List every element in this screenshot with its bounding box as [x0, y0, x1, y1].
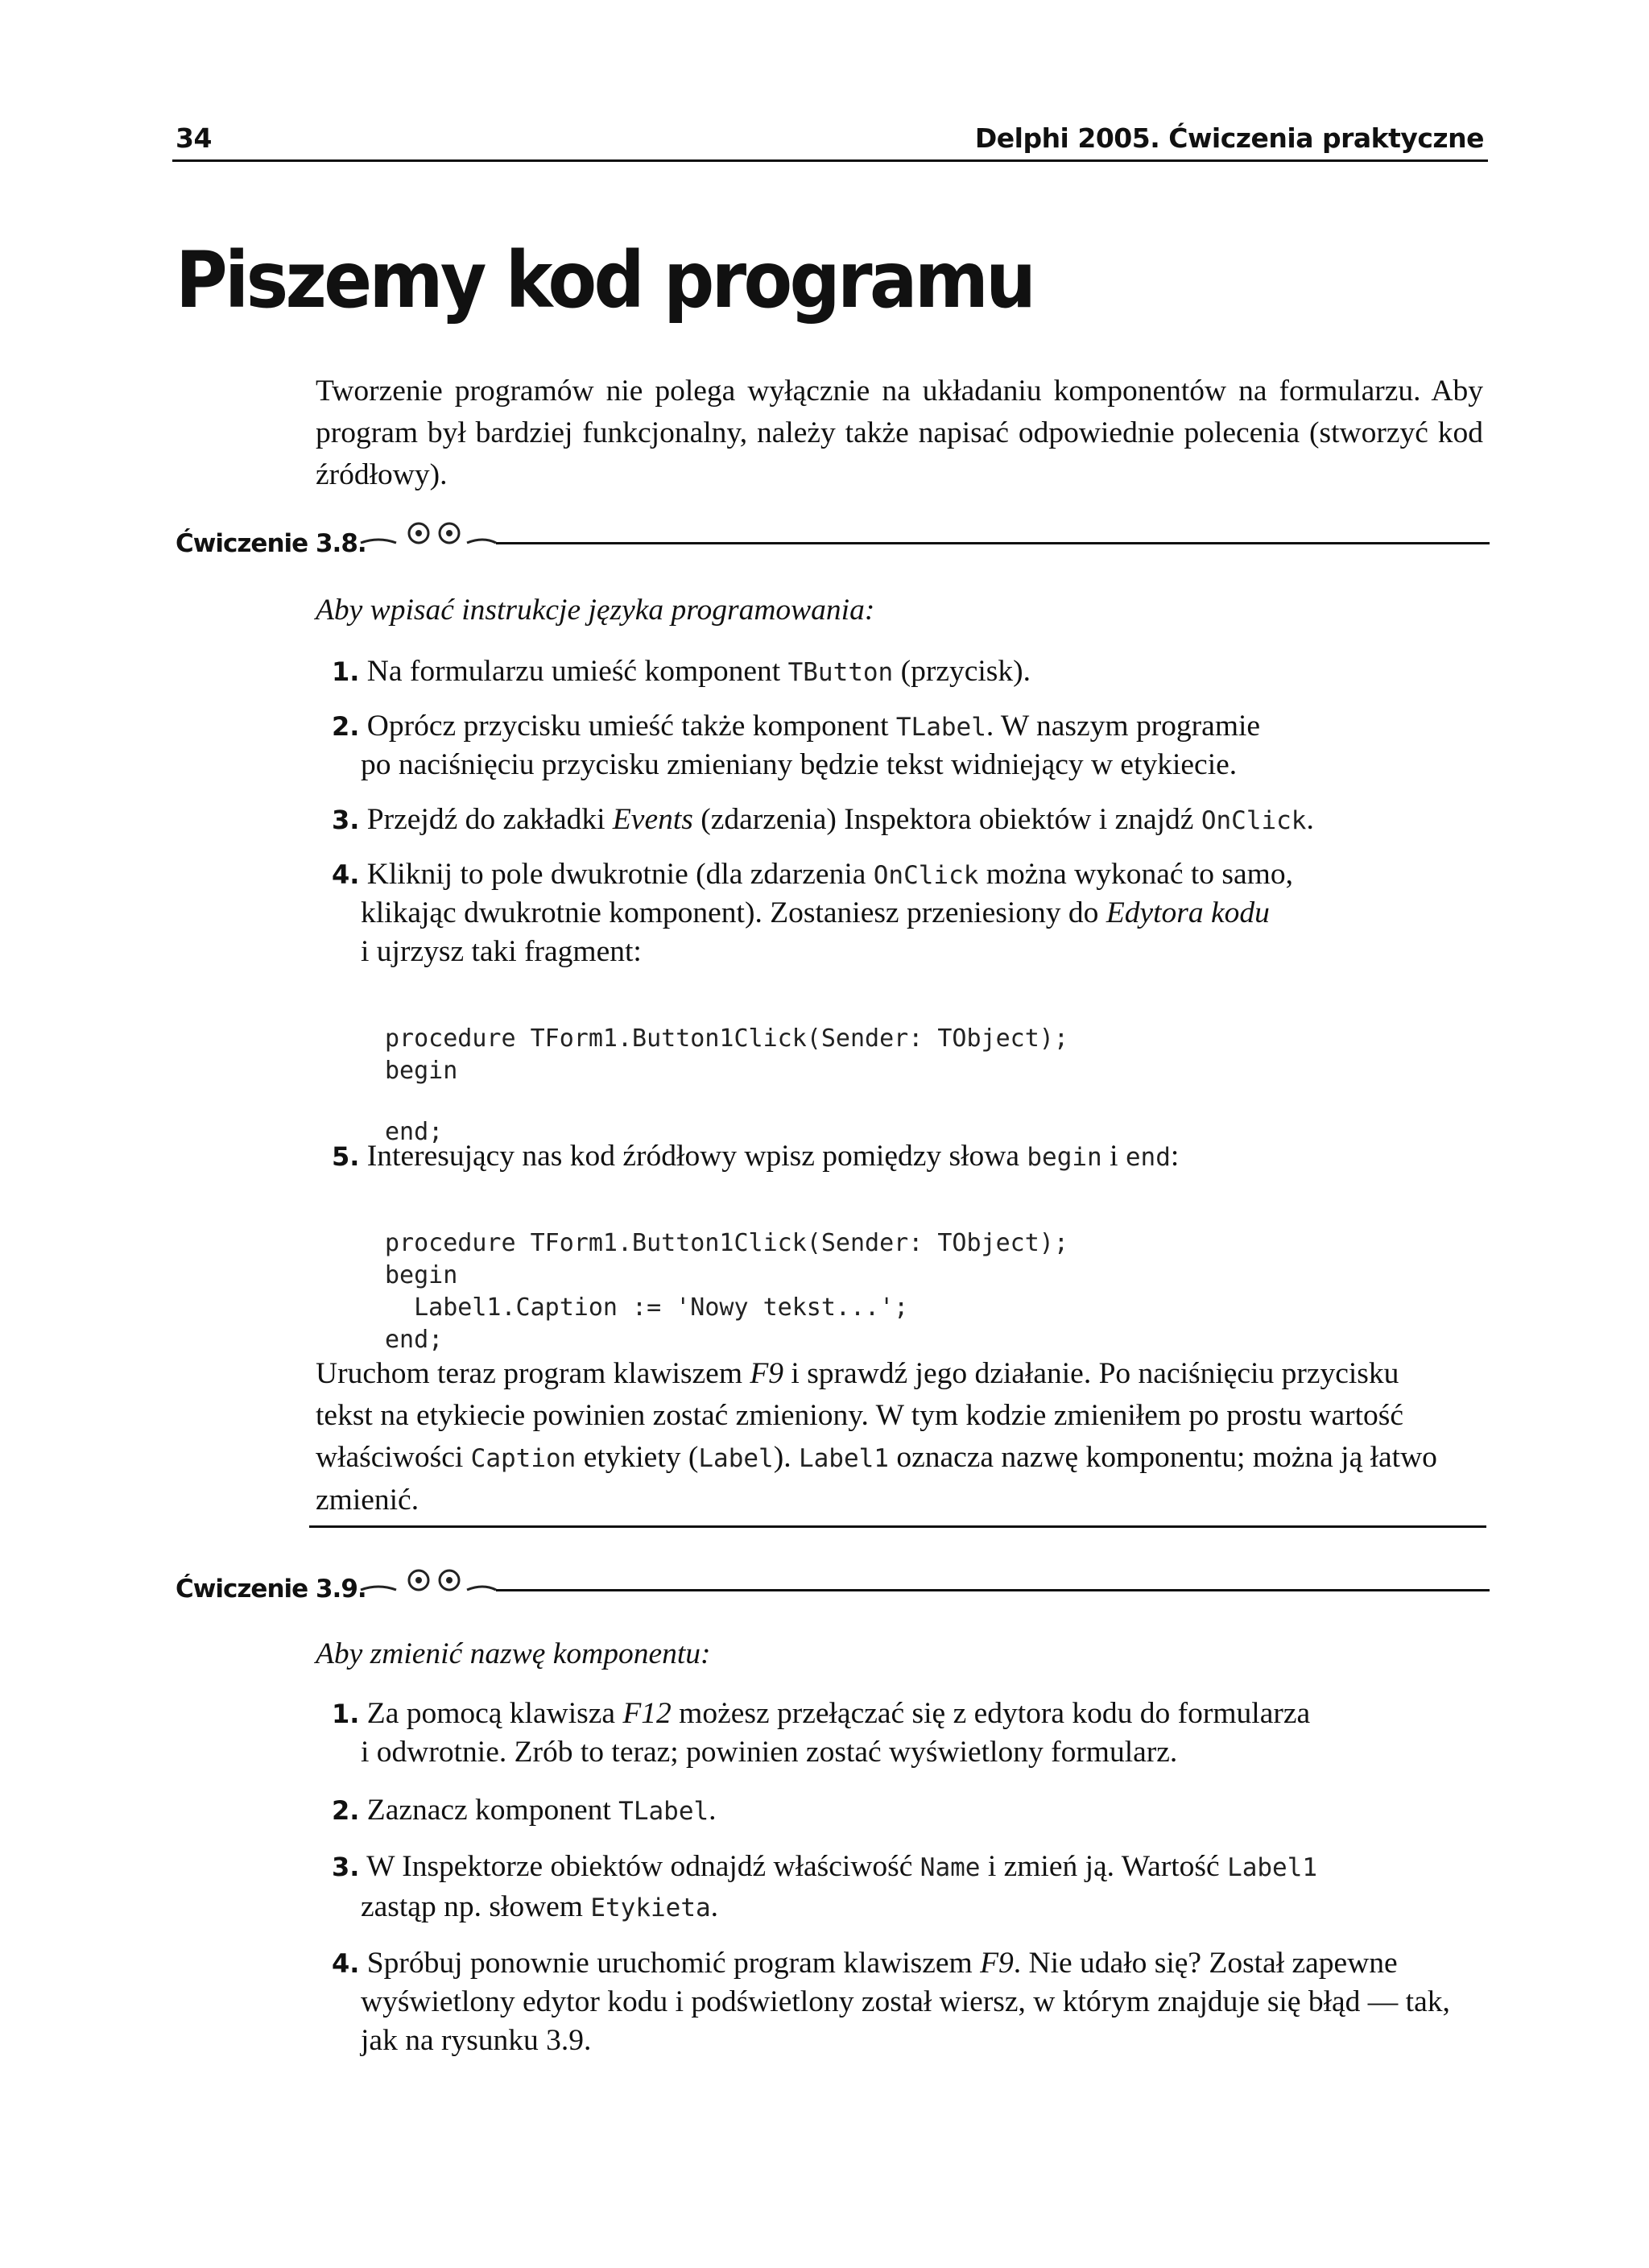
intro-paragraph: Tworzenie programów nie polega wyłącznie na układaniu komponentów na formularzu. Aby program był bardziej funkcjonalny, należy także napisać odpowiednie polecenia (stworzyć kod źródłowy).: [316, 375, 1483, 491]
page-number: 34: [176, 122, 212, 154]
step-number: 3.: [332, 805, 360, 835]
page-title: Piszemy kod programu: [176, 235, 1034, 325]
ornament-divider-icon: [354, 1562, 1490, 1595]
step-number: 4.: [332, 1948, 360, 1979]
step-number: 1.: [332, 656, 360, 687]
step-number: 3.: [332, 1852, 360, 1882]
step-number: 5.: [332, 1141, 360, 1172]
step-number: 1.: [332, 1699, 360, 1729]
step-number: 2.: [332, 711, 360, 742]
list-item: 5. Interesujący nas kod źródłowy wpisz pomiędzy słowa begin i end:: [332, 1140, 1180, 1173]
list-item: 2. Oprócz przycisku umieść także komponent TLabel. W naszym programie: [332, 710, 1261, 743]
exercise-3-9-label: Ćwiczenie 3.9.: [176, 1575, 366, 1604]
list-item: 4. Kliknij to pole dwukrotnie (dla zdarzenia OnClick można wykonać to samo,: [332, 858, 1293, 891]
exercise-3-9-intro: Aby zmienić nazwę komponentu:: [316, 1637, 711, 1670]
ornament-divider-icon: [354, 515, 1490, 548]
list-item: 1. Na formularzu umieść komponent TButton (przycisk).: [332, 655, 1031, 688]
list-item: 3. Przejdź do zakładki Events (zdarzenia) Inspektora obiektów i znajdź OnClick.: [332, 803, 1314, 836]
list-item: 3. W Inspektorze obiektów odnajdź właściwość Name i zmień ją. Wartość Label1: [332, 1850, 1318, 1883]
code-block-2: procedure TForm1.Button1Click(Sender: TObject); begin Label1.Caption := 'Nowy tekst...'; end;: [385, 1229, 1068, 1354]
step-number: 2.: [332, 1795, 360, 1826]
step-number: 4.: [332, 859, 360, 890]
list-item: 4. Spróbuj ponownie uruchomić program klawiszem F9. Nie udało się? Został zapewne: [332, 1947, 1398, 1980]
code-block-1: procedure TForm1.Button1Click(Sender: TObject); begin end;: [385, 1024, 1068, 1146]
list-item: 2. Zaznacz komponent TLabel.: [332, 1794, 717, 1827]
header-rule: [172, 159, 1488, 162]
exercise-3-8-intro: Aby wpisać instrukcje języka programowania:: [316, 594, 875, 627]
list-item: 1. Za pomocą klawisza F12 możesz przełączać się z edytora kodu do formularza: [332, 1697, 1311, 1730]
exercise-end-rule: [309, 1525, 1486, 1528]
summary-paragraph: Uruchom teraz program klawiszem F9 i sprawdź jego działanie. Po naciśnięciu przycisku tekst na etykiecie powinien zostać zmieniony. W tym kodzie zmieniłem po prostu wartość właściwości Caption etykiety (Label). Label1 oznacza nazwę komponentu; można ją łatwo zmienić.: [316, 1357, 1437, 1517]
running-header-title: Delphi 2005. Ćwiczenia praktyczne: [974, 122, 1484, 154]
exercise-3-8-label: Ćwiczenie 3.8.: [176, 529, 366, 558]
